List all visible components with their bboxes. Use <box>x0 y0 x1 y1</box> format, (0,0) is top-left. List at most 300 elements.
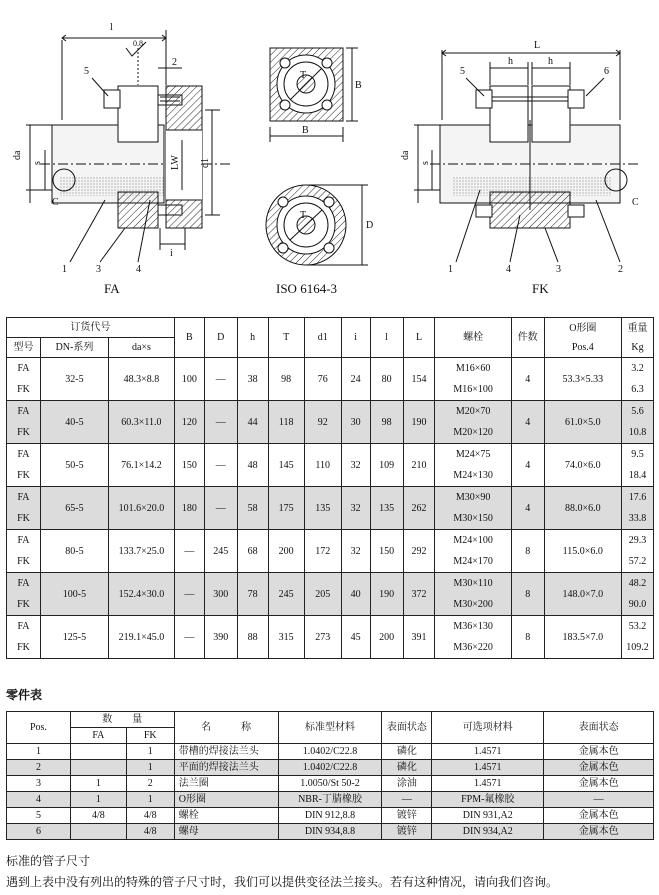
qty-cell <box>511 487 544 530</box>
parts-cell-fk: 2 <box>126 776 174 792</box>
header-weight-label: 重量 <box>627 322 648 334</box>
parts-header-fa: FA <box>70 728 126 744</box>
parts-cell-fa: 1 <box>70 792 126 808</box>
model-fa: FA <box>17 363 30 374</box>
cell-d-value: 300 <box>213 588 229 600</box>
cell-t <box>268 573 304 616</box>
fa-callout-c: C <box>52 197 59 208</box>
cell-d1-value: 273 <box>315 631 331 643</box>
fk-dim-h1: h <box>508 56 513 67</box>
parts-header-pos: Pos. <box>7 712 71 744</box>
model-fk: FK <box>17 384 30 395</box>
parts-header-name: 名 称 <box>174 712 278 744</box>
fa-dim-s: s <box>32 161 43 165</box>
cell-d1-value: 135 <box>315 502 331 514</box>
cell-dn-value: 65-5 <box>65 502 84 514</box>
parts-cell-fk: 1 <box>126 760 174 776</box>
bolt-cell <box>435 530 511 573</box>
oring-cell <box>544 616 621 659</box>
header-i: i <box>341 318 370 358</box>
cell-das <box>108 616 174 659</box>
bolt-fk: M24×170 <box>453 556 493 567</box>
parts-cell-fa: 4/8 <box>70 808 126 824</box>
parts-cell-name: O形圈 <box>174 792 278 808</box>
cell-d1 <box>304 487 341 530</box>
cell-l-value: 154 <box>411 373 427 385</box>
qty-value: 8 <box>525 545 531 557</box>
qty-cell <box>511 444 544 487</box>
model-fa: FA <box>17 578 30 589</box>
parts-table <box>6 711 654 840</box>
parts-cell-surface2: 金属本色 <box>544 760 654 776</box>
cell-l <box>370 401 403 444</box>
header-t: T <box>268 318 304 358</box>
iso-dim-d: D <box>366 220 374 231</box>
weight-fk: 18.4 <box>628 470 647 481</box>
parts-cell-fk: 4/8 <box>126 808 174 824</box>
cell-d-value: — <box>215 373 226 385</box>
cell-dn-value: 80-5 <box>65 545 84 557</box>
table-row <box>7 530 654 573</box>
footer-note: 遇到上表中没有列出的特殊的管子尺寸时，我们可以提供变径法兰接头。若有这种情况，请向我们咨询。 <box>6 875 559 889</box>
parts-cell-material: 1.0050/St 50-2 <box>278 776 382 792</box>
weight-fa: 48.2 <box>628 578 647 589</box>
parts-cell-opt: 1.4571 <box>432 744 544 760</box>
weight-fa: 29.3 <box>628 535 647 546</box>
model-cell <box>7 358 41 401</box>
cell-l <box>370 530 403 573</box>
parts-cell-surface: — <box>382 792 432 808</box>
cell-h <box>237 401 268 444</box>
cell-d1-value: 110 <box>315 459 331 471</box>
model-cell <box>7 487 41 530</box>
header-qty: 件数 <box>511 318 544 358</box>
model-fk: FK <box>17 599 30 610</box>
parts-cell-pos: 2 <box>7 760 71 776</box>
qty-value: 4 <box>525 459 531 471</box>
model-cell <box>7 444 41 487</box>
parts-cell-fk: 4/8 <box>126 824 174 840</box>
table-row <box>7 616 654 659</box>
cell-h <box>237 487 268 530</box>
weight-fa: 3.2 <box>631 363 644 374</box>
cell-das <box>108 573 174 616</box>
weight-fk: 6.3 <box>631 384 644 395</box>
parts-header-qty: 数 量 <box>70 712 174 728</box>
model-fa: FA <box>17 621 30 632</box>
parts-row <box>7 760 654 776</box>
cell-l <box>403 444 435 487</box>
cell-d <box>204 530 237 573</box>
qty-cell <box>511 530 544 573</box>
cell-das <box>108 444 174 487</box>
weight-fk: 57.2 <box>628 556 647 567</box>
iso-dim-t-round: T <box>300 210 307 221</box>
oring-cell <box>544 530 621 573</box>
table-row <box>7 358 654 401</box>
fk-drawing <box>414 50 640 262</box>
cell-l-value: 80 <box>381 373 392 385</box>
fa-dim-lw: LW <box>170 155 181 170</box>
cell-l <box>370 444 403 487</box>
header-oring-label: O形圈 <box>569 322 597 334</box>
parts-row <box>7 792 654 808</box>
qty-value: 4 <box>525 502 531 514</box>
oring-value: 61.0×5.0 <box>564 416 601 428</box>
weight-cell <box>621 444 653 487</box>
cell-das-value: 133.7×25.0 <box>118 545 165 557</box>
cell-i <box>341 487 370 530</box>
weight-fk: 33.8 <box>628 513 647 524</box>
cell-t <box>268 358 304 401</box>
fk-callout-3: 3 <box>556 264 561 275</box>
cell-d1-value: 205 <box>315 588 331 600</box>
parts-cell-name: 带槽的焊接法兰头 <box>174 744 278 760</box>
parts-cell-opt: DIN 934,A2 <box>432 824 544 840</box>
oring-value: 74.0×6.0 <box>564 459 601 471</box>
model-cell <box>7 573 41 616</box>
cell-d <box>204 444 237 487</box>
cell-l-value: 292 <box>411 545 427 557</box>
cell-d1 <box>304 401 341 444</box>
cell-i-value: 40 <box>350 588 361 600</box>
fa-callout-4: 4 <box>136 264 141 275</box>
bolt-cell <box>435 487 511 530</box>
cell-h-value: 78 <box>247 588 258 600</box>
cell-h-value: 38 <box>247 373 258 385</box>
header-d1: d1 <box>304 318 341 358</box>
parts-cell-surface2: 金属本色 <box>544 744 654 760</box>
cell-i-value: 32 <box>350 459 361 471</box>
cell-b-value: 180 <box>181 502 197 514</box>
cell-i <box>341 573 370 616</box>
fa-callout-5: 5 <box>84 66 89 77</box>
parts-row <box>7 808 654 824</box>
cell-l <box>403 573 435 616</box>
weight-fk: 109.2 <box>626 642 649 653</box>
bolt-cell <box>435 573 511 616</box>
parts-cell-surface2: 金属本色 <box>544 776 654 792</box>
parts-cell-fa <box>70 744 126 760</box>
weight-fa: 9.5 <box>631 449 644 460</box>
cell-h-value: 88 <box>247 631 258 643</box>
table-row <box>7 487 654 530</box>
group-header: 订货代号 <box>7 318 175 338</box>
bolt-fa: M24×100 <box>453 535 493 546</box>
parts-row <box>7 824 654 840</box>
fa-callout-3: 3 <box>96 264 101 275</box>
parts-cell-opt: FPM-氟橡胶 <box>432 792 544 808</box>
cell-i <box>341 444 370 487</box>
cell-l-value: 190 <box>411 416 427 428</box>
cell-l-value: 109 <box>379 459 395 471</box>
cell-b-value: 150 <box>181 459 197 471</box>
cell-das-value: 60.3×11.0 <box>121 416 162 428</box>
oring-value: 53.3×5.33 <box>562 373 604 385</box>
header-L: L <box>403 318 435 358</box>
dimension-table <box>6 317 654 659</box>
parts-cell-fa: 1 <box>70 776 126 792</box>
cell-dn-value: 100-5 <box>62 588 87 600</box>
parts-header-surface2: 表面状态 <box>544 712 654 744</box>
cell-d1-value: 172 <box>315 545 331 557</box>
model-cell <box>7 616 41 659</box>
model-cell <box>7 401 41 444</box>
cell-h-value: 48 <box>247 459 258 471</box>
cell-t-value: 145 <box>278 459 294 471</box>
cell-dn-value: 40-5 <box>65 416 84 428</box>
cell-t-value: 245 <box>278 588 294 600</box>
weight-cell <box>621 401 653 444</box>
oring-cell <box>544 573 621 616</box>
parts-cell-surface: 涂油 <box>382 776 432 792</box>
parts-title: 零件表 <box>6 688 43 702</box>
weight-fk: 90.0 <box>628 599 647 610</box>
cell-t <box>268 401 304 444</box>
parts-cell-material: 1.0402/C22.8 <box>278 744 382 760</box>
bolt-cell <box>435 444 511 487</box>
qty-cell <box>511 573 544 616</box>
bolt-fa: M30×90 <box>455 492 491 503</box>
parts-cell-surface: 磷化 <box>382 760 432 776</box>
cell-t <box>268 487 304 530</box>
cell-b <box>174 444 204 487</box>
model-fk: FK <box>17 470 30 481</box>
cell-d <box>204 401 237 444</box>
cell-b <box>174 573 204 616</box>
cell-h-value: 58 <box>247 502 258 514</box>
cell-b <box>174 530 204 573</box>
cell-d1 <box>304 444 341 487</box>
weight-cell <box>621 616 653 659</box>
parts-cell-name: 法兰圈 <box>174 776 278 792</box>
parts-cell-name: 平面的焊接法兰头 <box>174 760 278 776</box>
cell-h <box>237 573 268 616</box>
header-b: B <box>174 318 204 358</box>
fk-dim-da: da <box>400 150 411 160</box>
parts-header-surface: 表面状态 <box>382 712 432 744</box>
cell-l-value: 150 <box>379 545 395 557</box>
header-weight <box>621 318 653 358</box>
cell-b <box>174 401 204 444</box>
cell-d1-value: 76 <box>317 373 328 385</box>
cell-d1 <box>304 573 341 616</box>
cell-l <box>403 616 435 659</box>
cell-das-value: 76.1×14.2 <box>121 459 162 471</box>
weight-cell <box>621 487 653 530</box>
iso-dim-t-top: T <box>300 70 307 81</box>
weight-cell <box>621 530 653 573</box>
header-d: D <box>204 318 237 358</box>
cell-h <box>237 616 268 659</box>
oring-value: 88.0×6.0 <box>564 502 601 514</box>
qty-value: 8 <box>525 631 531 643</box>
weight-cell <box>621 573 653 616</box>
cell-h-value: 68 <box>247 545 258 557</box>
fk-callout-2: 2 <box>618 264 623 275</box>
cell-t-value: 315 <box>278 631 294 643</box>
cell-dn <box>40 573 108 616</box>
cell-l <box>370 358 403 401</box>
weight-fa: 53.2 <box>628 621 647 632</box>
parts-cell-surface: 镀锌 <box>382 824 432 840</box>
fk-dim-l: L <box>534 40 541 51</box>
model-fk: FK <box>17 513 30 524</box>
bolt-fk: M24×130 <box>453 470 493 481</box>
bolt-cell <box>435 358 511 401</box>
fk-dim-s: s <box>420 161 431 165</box>
cell-l-value: 372 <box>411 588 427 600</box>
parts-cell-name: 螺栓 <box>174 808 278 824</box>
parts-cell-surface2: 金属本色 <box>544 808 654 824</box>
cell-dn <box>40 487 108 530</box>
table-row <box>7 444 654 487</box>
table-row <box>7 401 654 444</box>
parts-cell-fk: 1 <box>126 744 174 760</box>
weight-cell <box>621 358 653 401</box>
cell-d1 <box>304 616 341 659</box>
fa-dim-d1: d1 <box>200 158 211 168</box>
cell-d-value: 390 <box>213 631 229 643</box>
cell-b <box>174 487 204 530</box>
bolt-fa: M30×110 <box>453 578 493 589</box>
header-oring <box>544 318 621 358</box>
cell-das-value: 48.3×8.8 <box>123 373 160 385</box>
parts-row <box>7 776 654 792</box>
fk-callout-6: 6 <box>604 66 609 77</box>
qty-cell <box>511 616 544 659</box>
fk-caption: FK <box>532 281 549 296</box>
model-fk: FK <box>17 427 30 438</box>
cell-das <box>108 487 174 530</box>
footer-heading: 标准的管子尺寸 <box>6 854 91 868</box>
cell-i-value: 32 <box>350 502 361 514</box>
oring-cell <box>544 487 621 530</box>
bolt-cell <box>435 616 511 659</box>
qty-cell <box>511 401 544 444</box>
cell-i <box>341 401 370 444</box>
cell-h-value: 44 <box>247 416 258 428</box>
oring-cell <box>544 358 621 401</box>
cell-b-value: 120 <box>181 416 197 428</box>
cell-dn-value: 32-5 <box>65 373 84 385</box>
bolt-cell <box>435 401 511 444</box>
parts-cell-material: DIN 912,8.8 <box>278 808 382 824</box>
cell-i-value: 45 <box>350 631 361 643</box>
cell-d <box>204 487 237 530</box>
cell-b-value: — <box>184 631 195 643</box>
technical-drawings <box>0 0 659 310</box>
parts-header-fk: FK <box>126 728 174 744</box>
iso-caption: ISO 6164-3 <box>276 281 338 296</box>
cell-das <box>108 401 174 444</box>
cell-l <box>403 401 435 444</box>
cell-i <box>341 358 370 401</box>
cell-dn <box>40 616 108 659</box>
cell-t-value: 98 <box>281 373 292 385</box>
parts-cell-opt: 1.4571 <box>432 776 544 792</box>
fa-dim-i: i <box>170 248 173 259</box>
weight-fa: 17.6 <box>628 492 647 503</box>
cell-l-value: 200 <box>379 631 395 643</box>
qty-cell <box>511 358 544 401</box>
cell-t-value: 200 <box>278 545 294 557</box>
parts-cell-surface: 磷化 <box>382 744 432 760</box>
parts-cell-opt: 1.4571 <box>432 760 544 776</box>
model-fk: FK <box>17 556 30 567</box>
cell-l-value: 262 <box>411 502 427 514</box>
cell-d <box>204 616 237 659</box>
fa-roughness: 0.8 <box>133 39 143 48</box>
weight-fa: 5.6 <box>631 406 644 417</box>
table-row <box>7 573 654 616</box>
cell-d1 <box>304 358 341 401</box>
parts-cell-material: NBR-丁腈橡胶 <box>278 792 382 808</box>
parts-cell-pos: 5 <box>7 808 71 824</box>
header-h: h <box>237 318 268 358</box>
cell-l <box>403 487 435 530</box>
cell-d1 <box>304 530 341 573</box>
iso-drawing <box>266 48 368 265</box>
cell-l-value: 98 <box>381 416 392 428</box>
parts-cell-surface2: — <box>544 792 654 808</box>
cell-l-value: 135 <box>379 502 395 514</box>
fk-callout-5: 5 <box>460 66 465 77</box>
cell-l-value: 210 <box>411 459 427 471</box>
cell-b-value: 100 <box>181 373 197 385</box>
cell-l <box>370 487 403 530</box>
parts-cell-fa <box>70 824 126 840</box>
header-das: da×s <box>108 338 174 358</box>
bolt-fa: M16×60 <box>455 363 491 374</box>
parts-cell-surface: 镀锌 <box>382 808 432 824</box>
cell-b <box>174 358 204 401</box>
model-fa: FA <box>17 449 30 460</box>
parts-cell-pos: 4 <box>7 792 71 808</box>
header-oring-pos: Pos.4 <box>571 341 594 353</box>
fa-dim-l: l <box>110 22 113 33</box>
cell-i-value: 32 <box>350 545 361 557</box>
qty-value: 4 <box>525 416 531 428</box>
cell-das-value: 152.4×30.0 <box>118 588 165 600</box>
bolt-fk: M30×150 <box>453 513 493 524</box>
bolt-fa: M24×75 <box>455 449 491 460</box>
header-dn: DN-系列 <box>40 338 108 358</box>
cell-t <box>268 616 304 659</box>
cell-i <box>341 616 370 659</box>
model-fa: FA <box>17 535 30 546</box>
cell-das <box>108 358 174 401</box>
cell-das-value: 219.1×45.0 <box>118 631 165 643</box>
cell-i <box>341 530 370 573</box>
model-fa: FA <box>17 406 30 417</box>
cell-b-value: — <box>184 545 195 557</box>
iso-dim-b-bottom: B <box>302 125 309 136</box>
cell-t <box>268 444 304 487</box>
cell-d-value: — <box>215 416 226 428</box>
parts-cell-opt: DIN 931,A2 <box>432 808 544 824</box>
fk-callout-1: 1 <box>448 264 453 275</box>
cell-i-value: 30 <box>350 416 361 428</box>
parts-cell-fa <box>70 760 126 776</box>
fa-callout-2: 2 <box>172 57 177 68</box>
qty-value: 8 <box>525 588 531 600</box>
bolt-fk: M36×220 <box>453 642 493 653</box>
cell-dn <box>40 401 108 444</box>
parts-cell-material: 1.0402/C22.8 <box>278 760 382 776</box>
cell-dn-value: 50-5 <box>65 459 84 471</box>
parts-row <box>7 744 654 760</box>
